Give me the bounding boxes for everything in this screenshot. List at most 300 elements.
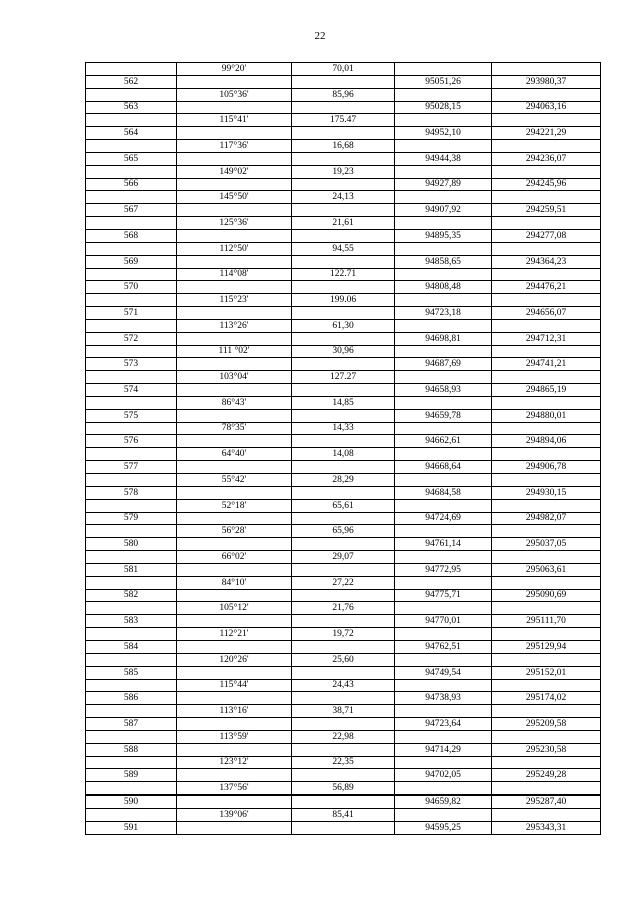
direction-angle: 114°08' bbox=[177, 268, 292, 281]
y-coordinate-cell bbox=[492, 294, 601, 307]
distance: 28,29 bbox=[292, 474, 395, 487]
angle-cell bbox=[177, 821, 292, 834]
distance: 21,61 bbox=[292, 217, 395, 230]
y-coordinate-cell bbox=[492, 396, 601, 409]
distance: 94,55 bbox=[292, 242, 395, 255]
distance: 24,13 bbox=[292, 191, 395, 204]
direction-angle: 103°04' bbox=[177, 371, 292, 384]
distance: 22,98 bbox=[292, 730, 395, 743]
angle-cell bbox=[177, 666, 292, 679]
y-coordinate: 294712,31 bbox=[492, 332, 601, 345]
x-coordinate-cell bbox=[395, 165, 492, 178]
segment-row bbox=[86, 576, 601, 589]
coordinates-table-body bbox=[86, 63, 601, 835]
segment-row bbox=[86, 268, 601, 281]
x-coordinate-cell bbox=[395, 371, 492, 384]
x-coordinate: 95051,26 bbox=[395, 75, 492, 88]
direction-angle: 137°56' bbox=[177, 782, 292, 795]
angle-cell bbox=[177, 152, 292, 165]
point-row bbox=[86, 821, 601, 834]
y-coordinate: 295063,61 bbox=[492, 563, 601, 576]
y-coordinate: 295129,94 bbox=[492, 640, 601, 653]
direction-angle: 112°21' bbox=[177, 628, 292, 641]
point-row bbox=[86, 75, 601, 88]
point-number-cell bbox=[86, 114, 177, 127]
distance-cell bbox=[292, 461, 395, 474]
x-coordinate: 94698,81 bbox=[395, 332, 492, 345]
distance: 70,01 bbox=[292, 63, 395, 76]
segment-row bbox=[86, 422, 601, 435]
x-coordinate-cell bbox=[395, 191, 492, 204]
x-coordinate: 94907,92 bbox=[395, 204, 492, 217]
segment-row bbox=[86, 140, 601, 153]
point-row bbox=[86, 589, 601, 602]
point-number: 576 bbox=[86, 435, 177, 448]
segment-row bbox=[86, 705, 601, 718]
direction-angle: 111 °02' bbox=[177, 345, 292, 358]
distance: 175.47 bbox=[292, 114, 395, 127]
point-number-cell bbox=[86, 242, 177, 255]
distance-cell bbox=[292, 563, 395, 576]
point-number-cell bbox=[86, 628, 177, 641]
y-coordinate-cell bbox=[492, 422, 601, 435]
distance-cell bbox=[292, 538, 395, 551]
segment-row bbox=[86, 319, 601, 332]
point-number-cell bbox=[86, 396, 177, 409]
y-coordinate-cell bbox=[492, 705, 601, 718]
x-coordinate-cell bbox=[395, 628, 492, 641]
y-coordinate-cell bbox=[492, 114, 601, 127]
point-row bbox=[86, 640, 601, 653]
point-number-cell bbox=[86, 808, 177, 821]
angle-cell bbox=[177, 75, 292, 88]
y-coordinate: 294894,06 bbox=[492, 435, 601, 448]
segment-row bbox=[86, 808, 601, 821]
y-coordinate-cell bbox=[492, 371, 601, 384]
distance-cell bbox=[292, 281, 395, 294]
y-coordinate-cell bbox=[492, 679, 601, 692]
y-coordinate: 294259,51 bbox=[492, 204, 601, 217]
distance: 16,68 bbox=[292, 140, 395, 153]
point-row bbox=[86, 769, 601, 782]
direction-angle: 125°36' bbox=[177, 217, 292, 230]
point-number-cell bbox=[86, 730, 177, 743]
x-coordinate: 94772,95 bbox=[395, 563, 492, 576]
coordinates-table bbox=[85, 62, 601, 835]
angle-cell bbox=[177, 204, 292, 217]
point-number: 570 bbox=[86, 281, 177, 294]
segment-row bbox=[86, 88, 601, 101]
point-number: 585 bbox=[86, 666, 177, 679]
y-coordinate-cell bbox=[492, 499, 601, 512]
segment-row bbox=[86, 217, 601, 230]
y-coordinate-cell bbox=[492, 268, 601, 281]
y-coordinate-cell bbox=[492, 191, 601, 204]
angle-cell bbox=[177, 229, 292, 242]
point-row bbox=[86, 512, 601, 525]
distance: 29,07 bbox=[292, 551, 395, 564]
direction-angle: 112°50' bbox=[177, 242, 292, 255]
angle-cell bbox=[177, 795, 292, 808]
segment-row bbox=[86, 730, 601, 743]
x-coordinate: 94659,78 bbox=[395, 409, 492, 422]
point-number: 562 bbox=[86, 75, 177, 88]
y-coordinate-cell bbox=[492, 217, 601, 230]
distance-cell bbox=[292, 589, 395, 602]
point-row bbox=[86, 615, 601, 628]
direction-angle: 145°50' bbox=[177, 191, 292, 204]
x-coordinate: 94723,18 bbox=[395, 307, 492, 320]
angle-cell bbox=[177, 384, 292, 397]
distance: 65,61 bbox=[292, 499, 395, 512]
x-coordinate-cell bbox=[395, 499, 492, 512]
segment-row bbox=[86, 782, 601, 795]
point-number-cell bbox=[86, 474, 177, 487]
point-row bbox=[86, 358, 601, 371]
direction-angle: 113°59' bbox=[177, 730, 292, 743]
y-coordinate-cell bbox=[492, 808, 601, 821]
point-row bbox=[86, 795, 601, 808]
y-coordinate-cell bbox=[492, 628, 601, 641]
point-number: 568 bbox=[86, 229, 177, 242]
x-coordinate-cell bbox=[395, 319, 492, 332]
segment-row bbox=[86, 628, 601, 641]
point-number-cell bbox=[86, 140, 177, 153]
point-number: 572 bbox=[86, 332, 177, 345]
x-coordinate-cell bbox=[395, 422, 492, 435]
x-coordinate: 94595,25 bbox=[395, 821, 492, 834]
x-coordinate-cell bbox=[395, 653, 492, 666]
distance: 199.06 bbox=[292, 294, 395, 307]
direction-angle: 105°12' bbox=[177, 602, 292, 615]
direction-angle: 64°40' bbox=[177, 448, 292, 461]
x-coordinate-cell bbox=[395, 602, 492, 615]
distance-cell bbox=[292, 743, 395, 756]
x-coordinate: 94684,58 bbox=[395, 486, 492, 499]
point-number: 582 bbox=[86, 589, 177, 602]
point-row bbox=[86, 563, 601, 576]
point-number: 579 bbox=[86, 512, 177, 525]
point-number: 566 bbox=[86, 178, 177, 191]
distance: 14,08 bbox=[292, 448, 395, 461]
distance-cell bbox=[292, 409, 395, 422]
distance: 22,35 bbox=[292, 756, 395, 769]
x-coordinate-cell bbox=[395, 345, 492, 358]
x-coordinate-cell bbox=[395, 294, 492, 307]
point-number: 586 bbox=[86, 692, 177, 705]
distance: 85,96 bbox=[292, 88, 395, 101]
y-coordinate: 293980,37 bbox=[492, 75, 601, 88]
y-coordinate: 294236,07 bbox=[492, 152, 601, 165]
point-number: 574 bbox=[86, 384, 177, 397]
x-coordinate: 94858,65 bbox=[395, 255, 492, 268]
segment-row bbox=[86, 294, 601, 307]
point-number: 569 bbox=[86, 255, 177, 268]
point-number: 565 bbox=[86, 152, 177, 165]
direction-angle: 86°43' bbox=[177, 396, 292, 409]
distance-cell bbox=[292, 332, 395, 345]
segment-row bbox=[86, 525, 601, 538]
segment-row bbox=[86, 653, 601, 666]
segment-row bbox=[86, 396, 601, 409]
angle-cell bbox=[177, 307, 292, 320]
y-coordinate: 294476,21 bbox=[492, 281, 601, 294]
distance-cell bbox=[292, 127, 395, 140]
point-row bbox=[86, 178, 601, 191]
angle-cell bbox=[177, 178, 292, 191]
distance-cell bbox=[292, 101, 395, 114]
point-number-cell bbox=[86, 602, 177, 615]
point-row bbox=[86, 281, 601, 294]
x-coordinate: 94668,64 bbox=[395, 461, 492, 474]
point-number-cell bbox=[86, 319, 177, 332]
segment-row bbox=[86, 165, 601, 178]
direction-angle: 55°42' bbox=[177, 474, 292, 487]
x-coordinate: 94944,38 bbox=[395, 152, 492, 165]
x-coordinate-cell bbox=[395, 782, 492, 795]
distance: 19,72 bbox=[292, 628, 395, 641]
angle-cell bbox=[177, 692, 292, 705]
x-coordinate-cell bbox=[395, 140, 492, 153]
point-number-cell bbox=[86, 782, 177, 795]
angle-cell bbox=[177, 718, 292, 731]
distance: 24,43 bbox=[292, 679, 395, 692]
point-number: 581 bbox=[86, 563, 177, 576]
angle-cell bbox=[177, 640, 292, 653]
x-coordinate: 94808,48 bbox=[395, 281, 492, 294]
point-row bbox=[86, 461, 601, 474]
distance-cell bbox=[292, 75, 395, 88]
distance-cell bbox=[292, 435, 395, 448]
distance: 127.27 bbox=[292, 371, 395, 384]
x-coordinate: 94749,54 bbox=[395, 666, 492, 679]
point-row bbox=[86, 229, 601, 242]
point-row bbox=[86, 127, 601, 140]
angle-cell bbox=[177, 281, 292, 294]
distance-cell bbox=[292, 692, 395, 705]
y-coordinate: 295209,58 bbox=[492, 718, 601, 731]
point-number: 578 bbox=[86, 486, 177, 499]
x-coordinate-cell bbox=[395, 730, 492, 743]
point-number-cell bbox=[86, 165, 177, 178]
point-number: 584 bbox=[86, 640, 177, 653]
direction-angle: 120°26' bbox=[177, 653, 292, 666]
angle-cell bbox=[177, 538, 292, 551]
point-row bbox=[86, 332, 601, 345]
angle-cell bbox=[177, 563, 292, 576]
y-coordinate: 294865,19 bbox=[492, 384, 601, 397]
y-coordinate-cell bbox=[492, 319, 601, 332]
y-coordinate: 295152,01 bbox=[492, 666, 601, 679]
point-row bbox=[86, 152, 601, 165]
angle-cell bbox=[177, 743, 292, 756]
x-coordinate-cell bbox=[395, 88, 492, 101]
segment-row bbox=[86, 345, 601, 358]
distance-cell bbox=[292, 229, 395, 242]
x-coordinate: 94714,29 bbox=[395, 743, 492, 756]
y-coordinate: 294063,16 bbox=[492, 101, 601, 114]
angle-cell bbox=[177, 486, 292, 499]
distance: 14,33 bbox=[292, 422, 395, 435]
point-number: 567 bbox=[86, 204, 177, 217]
x-coordinate-cell bbox=[395, 679, 492, 692]
y-coordinate: 295111,70 bbox=[492, 615, 601, 628]
x-coordinate: 94738,93 bbox=[395, 692, 492, 705]
x-coordinate: 94762,51 bbox=[395, 640, 492, 653]
point-number: 591 bbox=[86, 821, 177, 834]
point-number-cell bbox=[86, 679, 177, 692]
x-coordinate: 94927,89 bbox=[395, 178, 492, 191]
point-number: 589 bbox=[86, 769, 177, 782]
point-number: 564 bbox=[86, 127, 177, 140]
x-coordinate-cell bbox=[395, 448, 492, 461]
segment-row bbox=[86, 448, 601, 461]
angle-cell bbox=[177, 435, 292, 448]
point-row bbox=[86, 692, 601, 705]
point-row bbox=[86, 486, 601, 499]
y-coordinate: 294656,07 bbox=[492, 307, 601, 320]
y-coordinate: 295090,69 bbox=[492, 589, 601, 602]
y-coordinate: 295230,58 bbox=[492, 743, 601, 756]
point-row bbox=[86, 101, 601, 114]
y-coordinate: 294364,23 bbox=[492, 255, 601, 268]
distance-cell bbox=[292, 640, 395, 653]
x-coordinate-cell bbox=[395, 756, 492, 769]
y-coordinate: 294245,96 bbox=[492, 178, 601, 191]
distance-cell bbox=[292, 307, 395, 320]
point-number-cell bbox=[86, 525, 177, 538]
distance-cell bbox=[292, 795, 395, 808]
segment-row bbox=[86, 499, 601, 512]
y-coordinate: 294906,78 bbox=[492, 461, 601, 474]
distance: 61,30 bbox=[292, 319, 395, 332]
x-coordinate: 94952,10 bbox=[395, 127, 492, 140]
x-coordinate: 94687,69 bbox=[395, 358, 492, 371]
point-number-cell bbox=[86, 551, 177, 564]
direction-angle: 113°26' bbox=[177, 319, 292, 332]
point-row bbox=[86, 204, 601, 217]
point-number-cell bbox=[86, 653, 177, 666]
x-coordinate-cell bbox=[395, 576, 492, 589]
point-row bbox=[86, 743, 601, 756]
x-coordinate-cell bbox=[395, 268, 492, 281]
angle-cell bbox=[177, 512, 292, 525]
distance: 85,41 bbox=[292, 808, 395, 821]
point-row bbox=[86, 409, 601, 422]
y-coordinate-cell bbox=[492, 448, 601, 461]
y-coordinate-cell bbox=[492, 140, 601, 153]
y-coordinate: 294982,07 bbox=[492, 512, 601, 525]
segment-row bbox=[86, 371, 601, 384]
x-coordinate-cell bbox=[395, 808, 492, 821]
point-number-cell bbox=[86, 576, 177, 589]
direction-angle: 84°10' bbox=[177, 576, 292, 589]
x-coordinate: 94723,64 bbox=[395, 718, 492, 731]
x-coordinate: 94761,14 bbox=[395, 538, 492, 551]
distance: 56,89 bbox=[292, 782, 395, 795]
point-number: 571 bbox=[86, 307, 177, 320]
direction-angle: 113°16' bbox=[177, 705, 292, 718]
distance-cell bbox=[292, 486, 395, 499]
x-coordinate: 94659,82 bbox=[395, 795, 492, 808]
y-coordinate: 295174,02 bbox=[492, 692, 601, 705]
distance-cell bbox=[292, 512, 395, 525]
distance: 21,76 bbox=[292, 602, 395, 615]
y-coordinate-cell bbox=[492, 756, 601, 769]
y-coordinate-cell bbox=[492, 576, 601, 589]
y-coordinate: 294930,15 bbox=[492, 486, 601, 499]
x-coordinate: 94724,69 bbox=[395, 512, 492, 525]
point-number-cell bbox=[86, 294, 177, 307]
angle-cell bbox=[177, 769, 292, 782]
y-coordinate: 294277,08 bbox=[492, 229, 601, 242]
distance: 65,96 bbox=[292, 525, 395, 538]
point-row bbox=[86, 435, 601, 448]
distance-cell bbox=[292, 615, 395, 628]
y-coordinate-cell bbox=[492, 782, 601, 795]
direction-angle: 139°06' bbox=[177, 808, 292, 821]
distance-cell bbox=[292, 718, 395, 731]
x-coordinate: 94658,93 bbox=[395, 384, 492, 397]
point-number-cell bbox=[86, 756, 177, 769]
point-number-cell bbox=[86, 345, 177, 358]
x-coordinate: 94775,71 bbox=[395, 589, 492, 602]
segment-row bbox=[86, 551, 601, 564]
distance-cell bbox=[292, 821, 395, 834]
x-coordinate-cell bbox=[395, 396, 492, 409]
segment-row bbox=[86, 474, 601, 487]
distance: 19,23 bbox=[292, 165, 395, 178]
y-coordinate-cell bbox=[492, 730, 601, 743]
angle-cell bbox=[177, 101, 292, 114]
direction-angle: 99°20' bbox=[177, 63, 292, 76]
direction-angle: 123°12' bbox=[177, 756, 292, 769]
point-row bbox=[86, 718, 601, 731]
point-number-cell bbox=[86, 63, 177, 76]
y-coordinate: 295249,28 bbox=[492, 769, 601, 782]
angle-cell bbox=[177, 589, 292, 602]
point-number: 580 bbox=[86, 538, 177, 551]
angle-cell bbox=[177, 461, 292, 474]
x-coordinate: 94770,01 bbox=[395, 615, 492, 628]
distance: 30,96 bbox=[292, 345, 395, 358]
x-coordinate-cell bbox=[395, 474, 492, 487]
y-coordinate-cell bbox=[492, 242, 601, 255]
y-coordinate-cell bbox=[492, 551, 601, 564]
distance-cell bbox=[292, 152, 395, 165]
point-number-cell bbox=[86, 422, 177, 435]
point-number: 575 bbox=[86, 409, 177, 422]
distance-cell bbox=[292, 358, 395, 371]
y-coordinate-cell bbox=[492, 602, 601, 615]
y-coordinate-cell bbox=[492, 63, 601, 76]
direction-angle: 115°41' bbox=[177, 114, 292, 127]
segment-row bbox=[86, 63, 601, 76]
segment-row bbox=[86, 191, 601, 204]
x-coordinate-cell bbox=[395, 217, 492, 230]
distance: 38,71 bbox=[292, 705, 395, 718]
x-coordinate-cell bbox=[395, 525, 492, 538]
segment-row bbox=[86, 602, 601, 615]
point-number: 583 bbox=[86, 615, 177, 628]
point-number: 587 bbox=[86, 718, 177, 731]
x-coordinate-cell bbox=[395, 551, 492, 564]
distance-cell bbox=[292, 384, 395, 397]
direction-angle: 66°02' bbox=[177, 551, 292, 564]
x-coordinate-cell bbox=[395, 114, 492, 127]
point-number: 573 bbox=[86, 358, 177, 371]
point-row bbox=[86, 255, 601, 268]
